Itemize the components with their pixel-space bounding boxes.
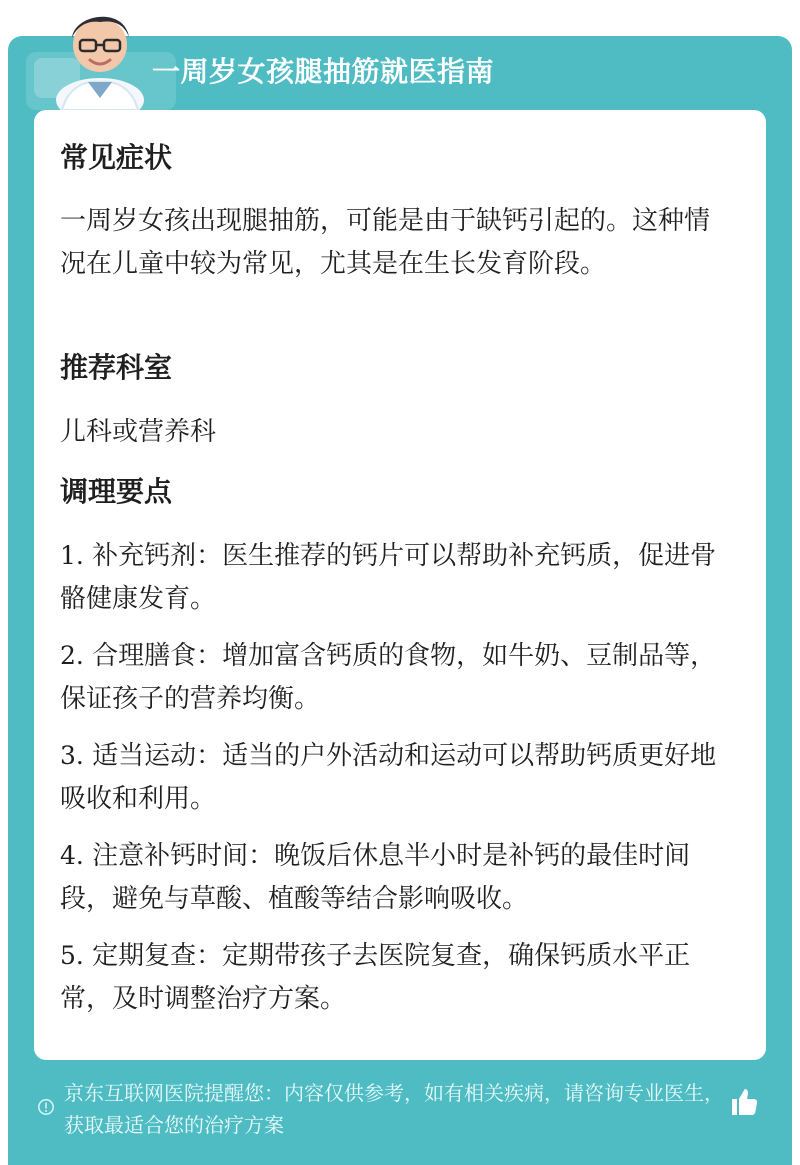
doctor-avatar-icon	[44, 2, 156, 112]
section-title-care-points: 调理要点	[60, 475, 173, 508]
item-text: 定期复查：定期带孩子去医院复查，确保钙质水平正常，及时调整治疗方案。	[60, 941, 691, 1014]
symptoms-text: 一周岁女孩出现腿抽筋，可能是由于缺钙引起的。这种情况在儿童中较为常见，尤其是在生长发育阶段。	[60, 206, 711, 279]
item-number: 5.	[60, 941, 84, 970]
department-text: 儿科或营养科	[60, 417, 217, 447]
footer-disclaimer: 京东互联网医院提醒您：内容仅供参考，如有相关疾病，请咨询专业医生，获取最适合您的治疗方案	[64, 1081, 724, 1137]
care-item	[60, 934, 730, 1021]
item-text: 补充钙剂：医生推荐的钙片可以帮助补充钙质，促进骨骼健康发育。	[60, 541, 717, 614]
thumbs-up-icon[interactable]	[724, 1084, 760, 1120]
info-icon	[37, 1098, 55, 1116]
item-text: 适当运动：适当的户外活动和运动可以帮助钙质更好地吸收和利用。	[60, 741, 717, 814]
page-title: 一周岁女孩腿抽筋就医指南	[152, 55, 495, 88]
item-number: 3.	[60, 741, 84, 770]
care-item	[60, 634, 730, 721]
care-item	[60, 734, 730, 821]
item-number: 1.	[60, 541, 84, 570]
item-number: 2.	[60, 641, 84, 670]
item-text: 注意补钙时间：晚饭后休息半小时是补钙的最佳时间段，避免与草酸、植酸等结合影响吸收。	[60, 841, 691, 914]
care-item	[60, 534, 730, 621]
item-number: 4.	[60, 841, 84, 870]
section-title-symptoms: 常见症状	[60, 141, 173, 174]
section-title-department: 推荐科室	[60, 351, 173, 384]
care-item	[60, 834, 730, 921]
item-text: 合理膳食：增加富含钙质的食物，如牛奶、豆制品等，保证孩子的营养均衡。	[60, 641, 717, 714]
